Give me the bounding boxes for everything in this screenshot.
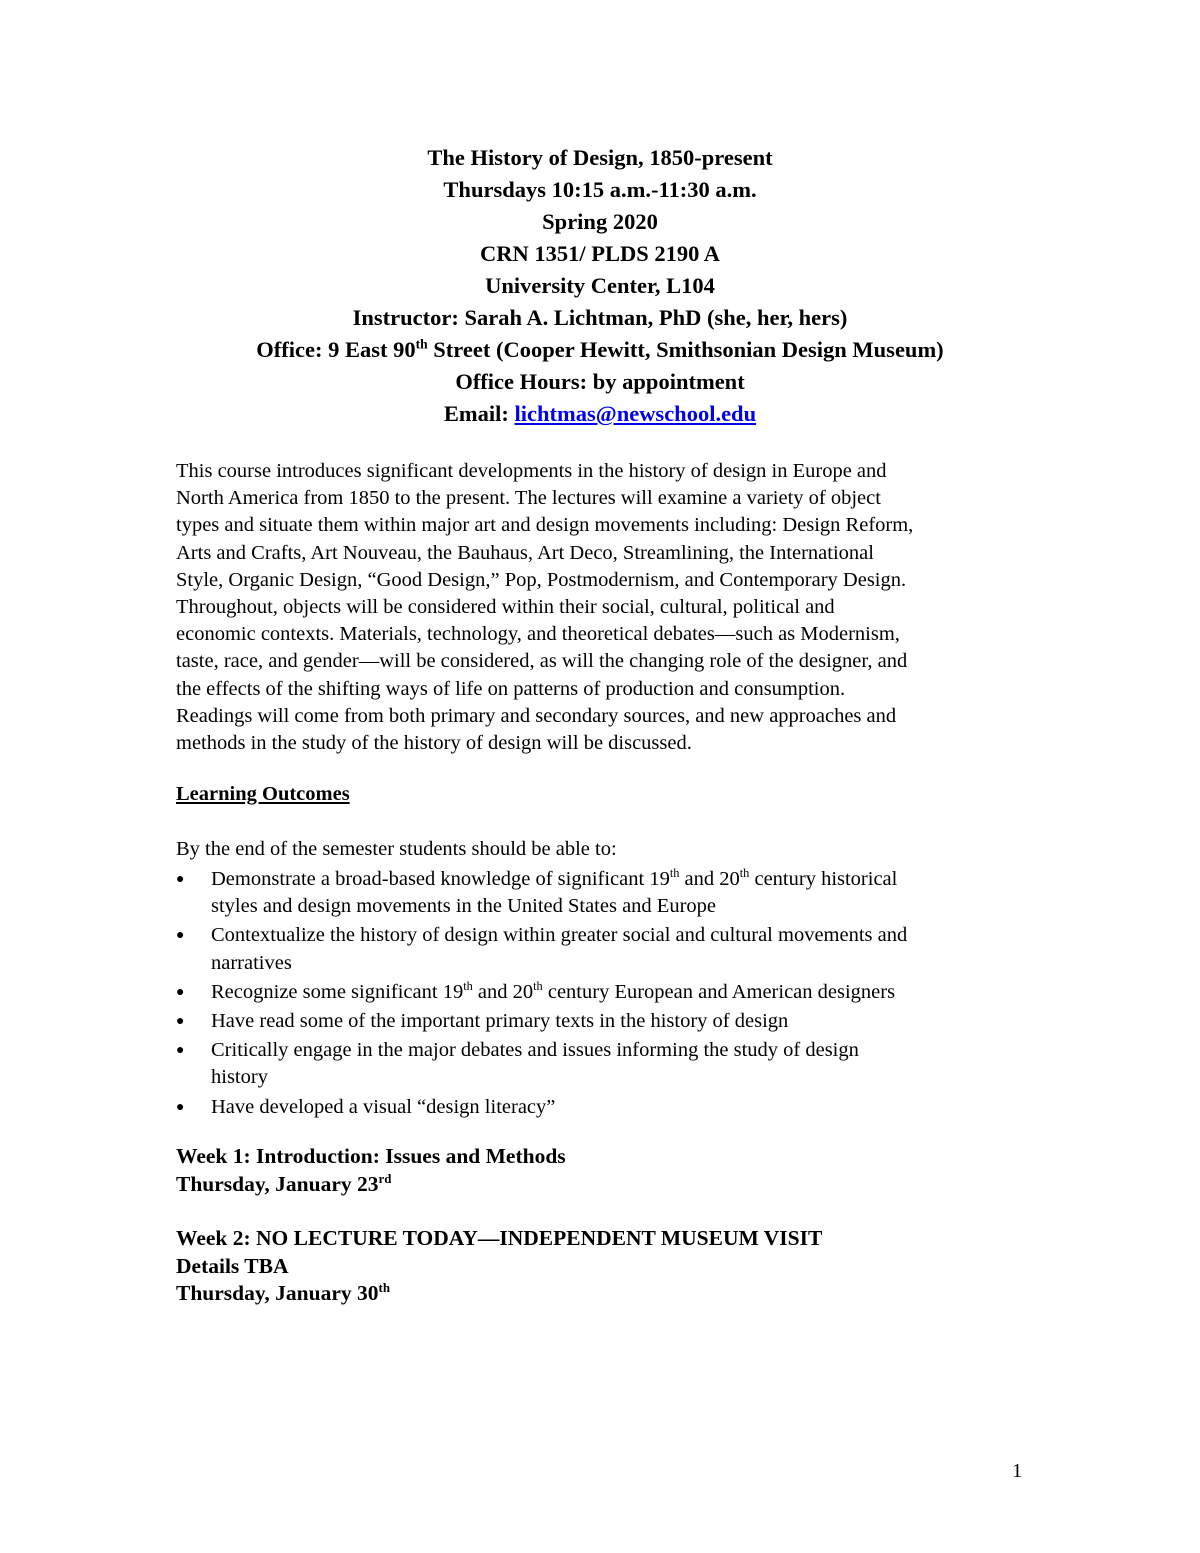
description-line: Throughout, objects will be considered within their social, cultural, political and	[176, 596, 835, 619]
bullet-icon: ●	[176, 984, 185, 1000]
list-item	[176, 866, 1036, 920]
outcome-line: Critically engage in the major debates and issues informing the study of design	[211, 1039, 859, 1062]
outcome-text: century European and American designers	[542, 980, 896, 1003]
outcome-text: Recognize some significant 19	[211, 980, 464, 1003]
office-suffix: Street (Cooper Hewitt, Smithsonian Design Museum)	[427, 337, 944, 362]
week-2-block	[176, 1225, 1076, 1308]
outcome-line: Have developed a visual “design literacy”	[211, 1095, 556, 1118]
learning-outcomes-list	[176, 866, 1036, 1123]
description-line: Style, Organic Design, “Good Design,” Pop, Postmodernism, and Contemporary Design.	[176, 568, 907, 591]
course-term: Spring 2020	[542, 209, 658, 234]
office-sup: th	[415, 336, 428, 352]
outcome-text: Demonstrate a broad-based knowledge of significant 19	[211, 868, 670, 890]
outcome-line	[211, 866, 1036, 893]
outcome-line: styles and design movements in the United States and Europe	[211, 895, 717, 918]
list-item	[176, 1037, 1036, 1091]
description-line: the effects of the shifting ways of life on patterns of production and consumption.	[176, 677, 846, 700]
outcome-sup: th	[669, 866, 680, 881]
outcome-line: history	[211, 1066, 268, 1089]
outcome-text: century historical	[749, 868, 898, 890]
list-item	[176, 922, 1036, 976]
description-line: taste, race, and gender—will be considered, as will the changing role of the designer, and	[176, 650, 908, 673]
office-prefix: Office: 9 East 90	[256, 337, 416, 362]
course-office	[0, 334, 1200, 366]
outcome-line: Have read some of the important primary texts in the history of design	[211, 1010, 789, 1033]
course-schedule: Thursdays 10:15 a.m.-11:30 a.m.	[443, 177, 757, 202]
course-crn: CRN 1351/ PLDS 2190 A	[479, 241, 721, 266]
description-line: methods in the study of the history of design will be discussed.	[176, 732, 692, 755]
bullet-icon: ●	[176, 872, 185, 887]
outcome-sup: th	[739, 866, 750, 881]
description-line: economic contexts. Materials, technology, and theoretical debates—such as Modernism,	[176, 623, 900, 646]
course-email	[0, 398, 1200, 430]
week-date-text: Thursday, January 23	[176, 1171, 379, 1196]
week-date-text: Thursday, January 30	[176, 1281, 379, 1305]
description-line: Readings will come from both primary and secondary sources, and new approaches and	[176, 704, 897, 727]
bullet-icon: ●	[176, 1043, 185, 1059]
week-1-block	[176, 1143, 1076, 1198]
week-title: Week 2: NO LECTURE TODAY—INDEPENDENT MUSEUM VISIT	[176, 1226, 823, 1250]
description-line: Arts and Crafts, Art Nouveau, the Bauhaus, Art Deco, Streamlining, the International	[176, 541, 874, 564]
bullet-icon: ●	[176, 928, 185, 944]
list-item	[176, 979, 1036, 1006]
week-date-sup: rd	[378, 1171, 392, 1186]
learning-outcomes-heading: Learning Outcomes	[176, 783, 350, 805]
outcome-line: narratives	[211, 951, 292, 974]
email-link[interactable]: lichtmas@newschool.edu	[514, 401, 757, 426]
bullet-icon: ●	[176, 1099, 185, 1115]
course-office-hours: Office Hours: by appointment	[455, 369, 745, 394]
outcome-text: and 20	[472, 980, 534, 1003]
week-date	[176, 1171, 1076, 1199]
outcome-sup: th	[533, 978, 543, 993]
outcome-sup: th	[463, 978, 473, 993]
week-date-sup: th	[378, 1280, 390, 1295]
email-label: Email:	[443, 401, 515, 426]
course-location: University Center, L104	[485, 273, 715, 298]
week-details: Details TBA	[176, 1253, 289, 1278]
description-line: types and situate them within major art and design movements including: Design Reform,	[176, 514, 914, 537]
page-number: 1	[1012, 1460, 1023, 1482]
outcome-text: and 20	[679, 868, 740, 890]
list-item	[176, 1008, 1036, 1035]
week-date	[176, 1280, 1076, 1308]
bullet-icon: ●	[176, 1014, 185, 1030]
learning-outcomes-intro: By the end of the semester students should be able to:	[176, 838, 617, 860]
course-description	[176, 458, 1036, 757]
course-title: The History of Design, 1850-present	[427, 145, 773, 170]
course-header	[0, 142, 1200, 430]
list-item	[176, 1094, 1036, 1121]
outcome-line: Contextualize the history of design within greater social and cultural movements and	[211, 924, 908, 947]
description-line: North America from 1850 to the present. The lectures will examine a variety of object	[176, 487, 881, 510]
week-title: Week 1: Introduction: Issues and Methods	[176, 1144, 566, 1168]
outcome-line	[211, 979, 1036, 1006]
course-instructor: Instructor: Sarah A. Lichtman, PhD (she, her, hers)	[352, 305, 848, 330]
description-line: This course introduces significant developments in the history of design in Europe and	[176, 460, 887, 482]
